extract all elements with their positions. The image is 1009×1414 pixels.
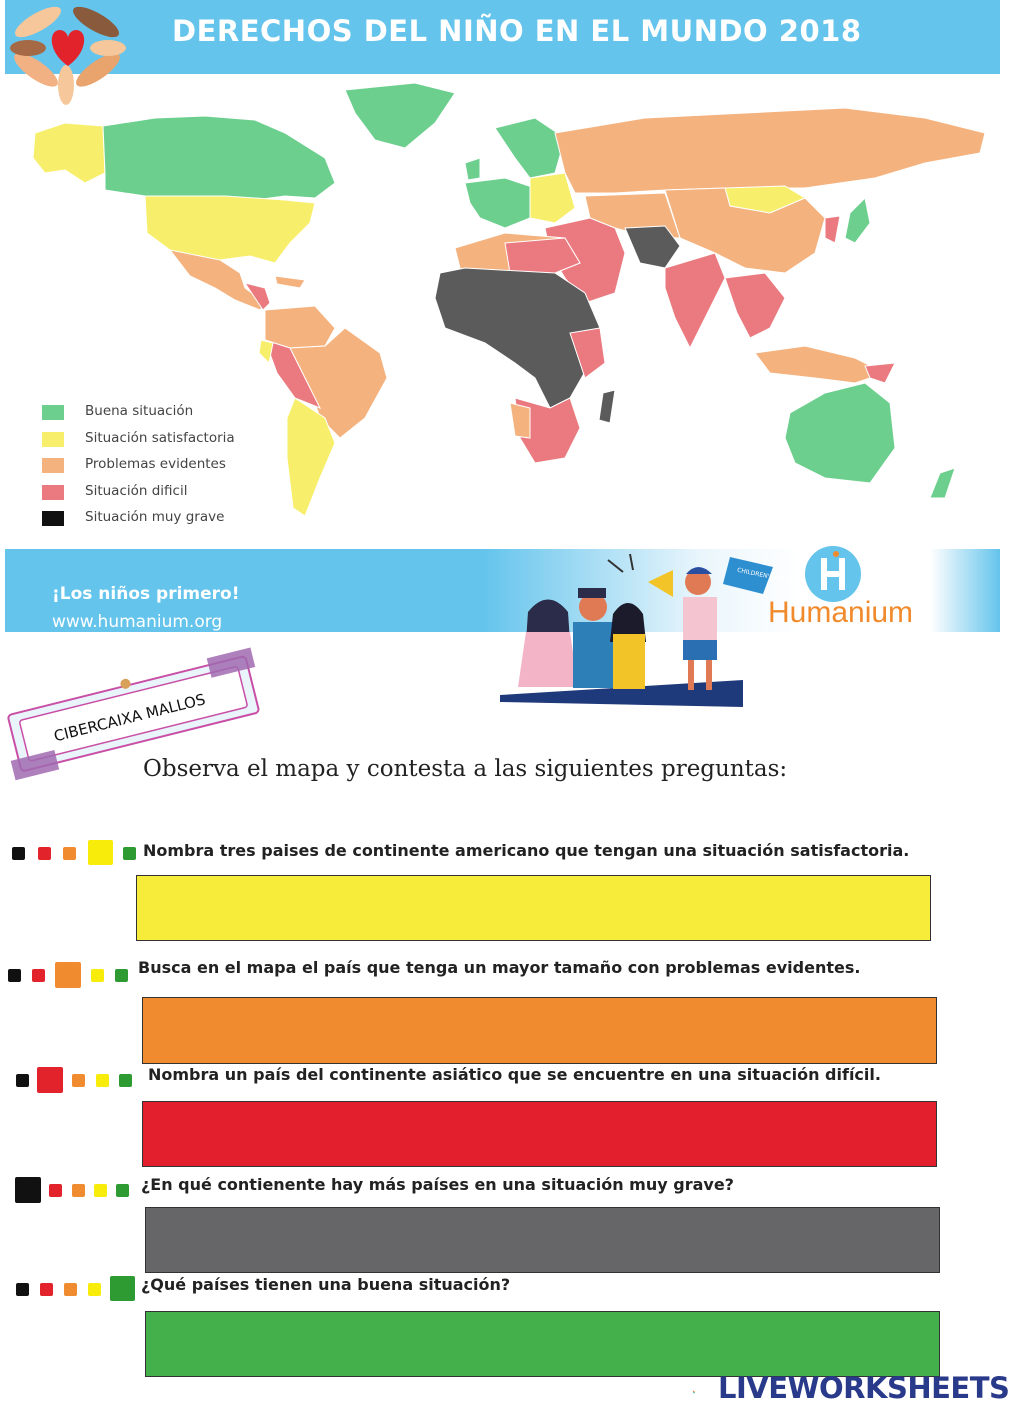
dot-black [8,969,21,982]
legend-swatch-very-serious [42,511,64,526]
region-ecuador [259,340,273,363]
dot-orange [72,1074,85,1087]
region-mexico [170,250,265,310]
region-india [665,253,725,348]
region-usa [145,196,315,263]
region-western-europe [465,178,535,228]
dot-black-highlight [15,1177,41,1203]
humanium-brand: Humanium [768,596,914,629]
region-png [865,363,895,383]
answer-field-4[interactable] [145,1207,940,1273]
color-dots-q1 [10,838,140,868]
legend-label-satisfactory: Situación satisfactoria [85,429,235,446]
dot-green [119,1074,132,1087]
region-greenland [345,83,455,148]
legend-label-difficult: Situación dificil [85,482,188,499]
dot-red-highlight [37,1067,63,1093]
cibercaixa-tag [2,640,267,770]
kids-illustration [498,552,798,712]
legend-swatch-problems [42,458,64,473]
legend-label-good: Buena situación [85,403,194,419]
dot-yellow [94,1184,107,1197]
tag-label: CIBERCAIXA MALLOS [51,690,208,746]
liveworksheets-badge-icon [693,1376,719,1408]
instruction-text: Observa el mapa y contesta a las siguientes preguntas: [143,756,788,782]
dot-green-highlight [110,1276,135,1301]
region-japan [845,198,870,243]
question-2: Busca en el mapa el país que tenga un mayor tamaño con problemas evidentes. [138,958,861,977]
region-alaska [33,123,105,183]
question-4: ¿En qué contienente hay más países en una situación muy grave? [141,1175,734,1194]
dot-green [123,847,136,860]
answer-field-2[interactable] [142,997,937,1064]
dot-green [115,969,128,982]
dot-orange [72,1184,85,1197]
region-caribbean [275,276,305,288]
legend-swatch-difficult [42,485,64,500]
liveworksheets-brand[interactable]: LIVEWORKSHEETS [718,1371,1009,1405]
region-russia [555,108,985,193]
region-canada [103,116,335,200]
dot-orange [64,1283,77,1296]
dot-red [49,1184,62,1197]
dot-black [16,1074,29,1087]
region-venezuela-colombia [265,306,335,348]
legend-label-very-serious: Situación muy grave [85,509,225,525]
dot-yellow [88,1283,101,1296]
legend-swatch-good [42,405,64,420]
banner-slogan: ¡Los niños primero! [52,584,240,604]
dot-red [32,969,45,982]
answer-field-5[interactable] [145,1311,940,1377]
dot-yellow [91,969,104,982]
book-text: CHILDREN'S RIGHTS [736,566,798,587]
legend-swatch-satisfactory [42,432,64,447]
dot-green [116,1184,129,1197]
region-new-zealand [930,468,955,498]
region-indonesia [755,346,885,383]
answer-field-1[interactable] [136,875,931,941]
dot-orange [63,847,76,860]
region-uk [465,158,480,180]
banner-url: www.humanium.org [52,612,223,632]
region-australia [785,383,895,483]
dot-yellow-highlight [88,840,113,865]
region-korea-japan [825,216,840,243]
answer-field-3[interactable] [142,1101,937,1167]
question-3: Nombra un país del continente asiático que se encuentre en una situación difícil. [148,1065,881,1084]
legend-label-problems: Problemas evidentes [85,456,226,472]
dot-red [40,1283,53,1296]
dot-yellow [96,1074,109,1087]
dot-black [12,847,25,860]
dot-red [38,847,51,860]
dot-black [16,1283,29,1296]
color-dots-q3 [12,1065,142,1095]
question-5: ¿Qué países tienen una buena situación? [141,1275,511,1294]
color-dots-q2 [5,960,135,990]
dot-orange-highlight [55,962,81,988]
region-southeast-asia [725,273,785,338]
region-madagascar [599,390,615,423]
region-scandinavia [495,118,565,178]
region-namibia [510,403,530,438]
color-dots-q5 [14,1274,144,1304]
page-title: DERECHOS DEL NIÑO EN EL MUNDO 2018 [172,14,862,48]
color-dots-q4 [14,1175,144,1205]
question-1: Nombra tres paises de continente americano que tengan una situación satisfactoria. [143,841,910,860]
